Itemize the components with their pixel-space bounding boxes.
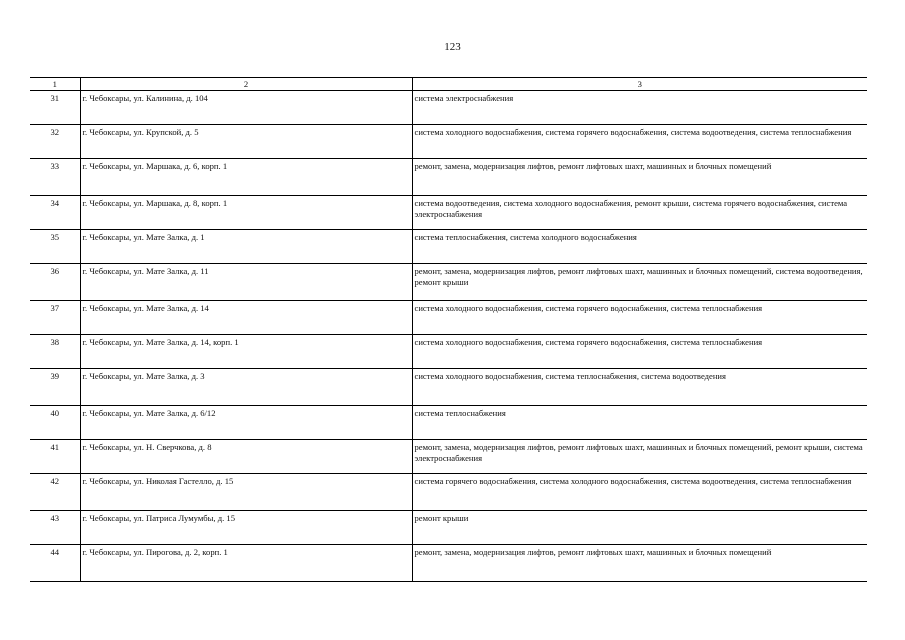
row-number: 37 [30, 301, 80, 335]
row-works: ремонт крыши [412, 511, 867, 545]
row-works: ремонт, замена, модернизация лифтов, ремонт лифтовых шахт, машинных и блочных помещений [412, 159, 867, 196]
row-address: г. Чебоксары, ул. Маршака, д. 8, корп. 1 [80, 196, 412, 230]
row-works: система горячего водоснабжения, система холодного водоснабжения, система водоотведения, система теплоснабжения [412, 474, 867, 511]
row-works: система теплоснабжения [412, 406, 867, 440]
row-works: система электроснабжения [412, 91, 867, 125]
row-number: 34 [30, 196, 80, 230]
row-number: 38 [30, 335, 80, 369]
row-number: 44 [30, 545, 80, 582]
table-row [30, 301, 867, 335]
table-header-row [30, 78, 867, 91]
row-works: система водоотведения, система холодного водоснабжения, ремонт крыши, система горячего водоснабжения, система электроснабжения [412, 196, 867, 230]
table-row [30, 335, 867, 369]
row-number: 39 [30, 369, 80, 406]
row-works: ремонт, замена, модернизация лифтов, ремонт лифтовых шахт, машинных и блочных помещений, система водоотведения, ремонт крыши [412, 264, 867, 301]
table-row [30, 369, 867, 406]
row-works: ремонт, замена, модернизация лифтов, ремонт лифтовых шахт, машинных и блочных помещений [412, 545, 867, 582]
row-address: г. Чебоксары, ул. Калинина, д. 104 [80, 91, 412, 125]
row-address: г. Чебоксары, ул. Мате Залка, д. 11 [80, 264, 412, 301]
page-number: 123 [444, 41, 461, 53]
row-address: г. Чебоксары, ул. Мате Залка, д. 14 [80, 301, 412, 335]
row-address: г. Чебоксары, ул. Крупской, д. 5 [80, 125, 412, 159]
row-number: 32 [30, 125, 80, 159]
row-address: г. Чебоксары, ул. Патриса Лумумбы, д. 15 [80, 511, 412, 545]
table-row [30, 264, 867, 301]
column-header-works: 3 [412, 78, 867, 91]
row-address: г. Чебоксары, ул. Мате Залка, д. 6/12 [80, 406, 412, 440]
table-row [30, 406, 867, 440]
table-row [30, 125, 867, 159]
table-row [30, 196, 867, 230]
row-address: г. Чебоксары, ул. Николая Гастелло, д. 15 [80, 474, 412, 511]
row-address: г. Чебоксары, ул. Маршака, д. 6, корп. 1 [80, 159, 412, 196]
row-number: 36 [30, 264, 80, 301]
table-row [30, 545, 867, 582]
table-row [30, 474, 867, 511]
column-header-number: 1 [30, 78, 80, 91]
row-address: г. Чебоксары, ул. Пирогова, д. 2, корп. 1 [80, 545, 412, 582]
address-works-table [30, 77, 867, 582]
row-number: 41 [30, 440, 80, 474]
row-works: система холодного водоснабжения, система горячего водоснабжения, система водоотведения, система теплоснабжения [412, 125, 867, 159]
row-number: 31 [30, 91, 80, 125]
row-works: система холодного водоснабжения, система горячего водоснабжения, система теплоснабжения [412, 335, 867, 369]
row-number: 40 [30, 406, 80, 440]
row-works: система холодного водоснабжения, система теплоснабжения, система водоотведения [412, 369, 867, 406]
table-row [30, 230, 867, 264]
row-address: г. Чебоксары, ул. Мате Залка, д. 3 [80, 369, 412, 406]
row-number: 43 [30, 511, 80, 545]
table-row [30, 159, 867, 196]
table-row [30, 440, 867, 474]
row-works: система холодного водоснабжения, система горячего водоснабжения, система теплоснабжения [412, 301, 867, 335]
row-works: система теплоснабжения, система холодного водоснабжения [412, 230, 867, 264]
column-header-address: 2 [80, 78, 412, 91]
table-row [30, 511, 867, 545]
row-number: 42 [30, 474, 80, 511]
row-address: г. Чебоксары, ул. Мате Залка, д. 1 [80, 230, 412, 264]
row-works: ремонт, замена, модернизация лифтов, ремонт лифтовых шахт, машинных и блочных помещений, ремонт крыши, система электроснабжения [412, 440, 867, 474]
table-row [30, 91, 867, 125]
row-address: г. Чебоксары, ул. Мате Залка, д. 14, корп. 1 [80, 335, 412, 369]
row-address: г. Чебоксары, ул. Н. Сверчкова, д. 8 [80, 440, 412, 474]
row-number: 33 [30, 159, 80, 196]
row-number: 35 [30, 230, 80, 264]
